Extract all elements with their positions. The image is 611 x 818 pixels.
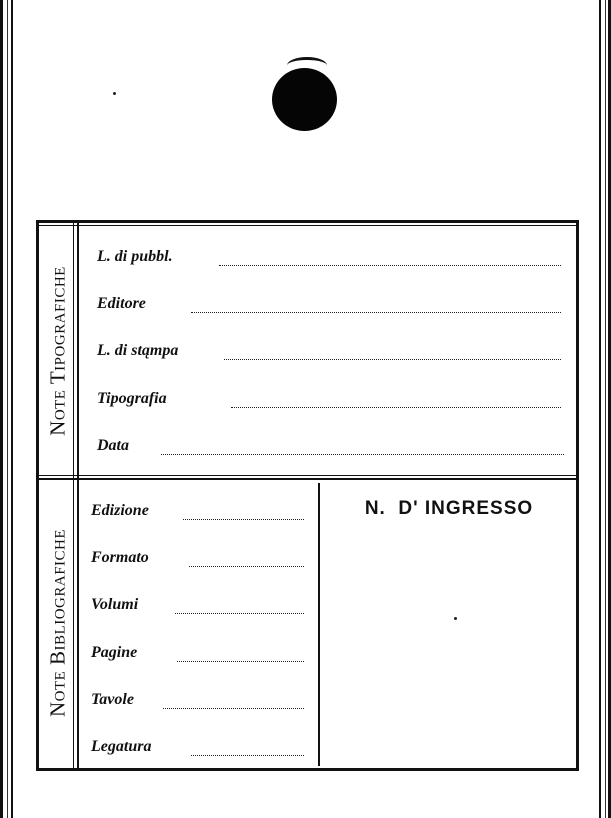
field-line-formato[interactable] — [189, 566, 304, 567]
note-bibliografiche-side-column — [39, 478, 79, 768]
field-label-editore: Editore — [97, 295, 146, 312]
ink-speck — [113, 92, 116, 95]
field-label-legatura: Legatura — [91, 738, 152, 755]
field-label-tavole: Tavole — [91, 691, 134, 708]
card-right-edge — [599, 0, 611, 818]
field-label-data: Data — [97, 437, 129, 454]
numero-ingresso-box[interactable] — [318, 483, 578, 766]
note-tipografiche-side-column — [39, 223, 79, 478]
field-line-luogo-stampa[interactable] — [224, 359, 561, 360]
note-tipografiche-title: Note Tipografiche — [45, 265, 70, 436]
field-line-legatura[interactable] — [191, 755, 304, 756]
punch-hole — [272, 68, 337, 131]
field-label-luogo-stampa: L. di stąmpa — [97, 342, 179, 359]
note-tipografiche-section — [39, 223, 576, 480]
field-line-editore[interactable] — [191, 312, 561, 313]
field-label-pagine: Pagine — [91, 644, 138, 661]
field-label-formato: Formato — [91, 549, 149, 566]
field-label-tipografia: Tipografia — [97, 390, 167, 407]
card-left-edge — [0, 0, 13, 818]
field-label-volumi: Volumi — [91, 596, 139, 613]
field-label-edizione: Edizione — [91, 502, 149, 519]
field-line-luogo-pubblicazione[interactable] — [219, 265, 561, 266]
field-line-tipografia[interactable] — [231, 407, 561, 408]
field-line-volumi[interactable] — [175, 613, 304, 614]
catalog-card-form — [36, 220, 579, 771]
field-line-tavole[interactable] — [163, 708, 304, 709]
note-bibliografiche-section — [39, 478, 576, 768]
field-line-edizione[interactable] — [183, 519, 304, 520]
field-label-luogo-pubblicazione: L. di pubbl. — [97, 248, 173, 265]
field-line-data[interactable] — [161, 454, 564, 455]
field-line-pagine[interactable] — [177, 661, 304, 662]
numero-ingresso-title: N. D' INGRESSO — [364, 498, 534, 519]
note-bibliografiche-title: Note Bibliografiche — [45, 528, 70, 718]
